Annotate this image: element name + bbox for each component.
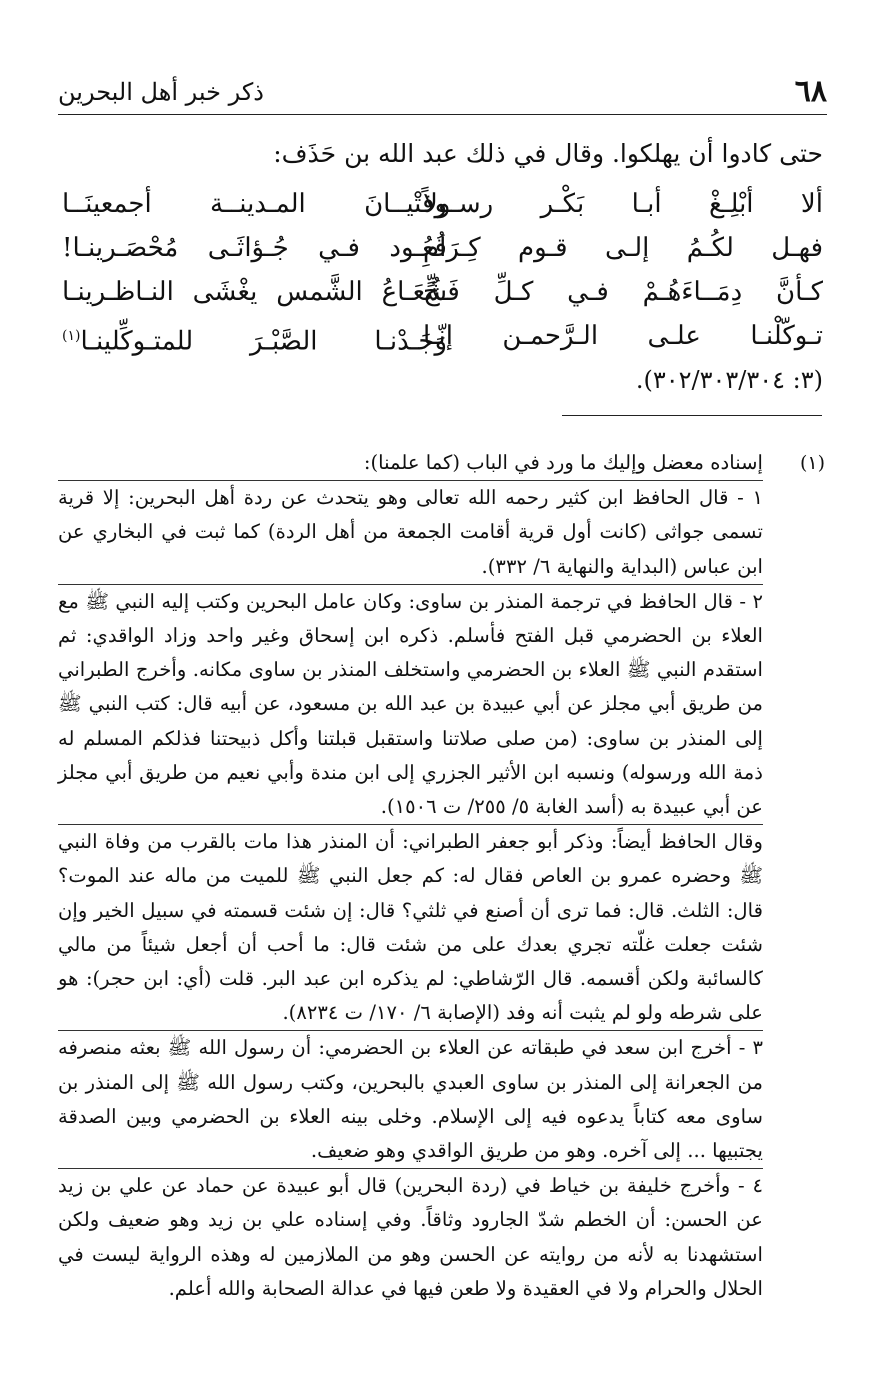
footnote-item-3: ٣ - أخرج ابن سعد في طبقاته عن العلاء بن الحضرمي: أن رسول الله ﷺ بعثه منصرفه من الجعرانة إلى المنذر بن ساوى العبدي بالبحرين، وكتب رسول الله ﷺ إلى المنذر بن ساوى معه كتاباً يدعوه فيه إلى الإسلام. وخلى بينه العلاء بن الحضرمي وبين الصدقة يجتبيها ... إلى آخره. وهو من طريق الواقدي وهو ضعيف. bbox=[58, 1036, 763, 1163]
page-header bbox=[58, 70, 827, 115]
poem bbox=[58, 182, 823, 358]
footnote-body bbox=[58, 446, 763, 1306]
source-reference: (٣: ٣٠٢/٣٠٣/٣٠٤). bbox=[635, 366, 823, 394]
verse-2-second-hemistich: قُعُـود فـي جُـؤاثَـى مُحْصَـرينـا! bbox=[62, 233, 447, 263]
verse-4-second-hemistich bbox=[62, 314, 447, 364]
verse-3-first-hemistich: كـأنَّ دِمَــاءَهُـمْ فـي كـلِّ فَـجٍّ bbox=[423, 277, 823, 307]
footnote-marker: (١) bbox=[799, 452, 825, 474]
verse-2 bbox=[58, 226, 823, 270]
footnotes bbox=[58, 446, 823, 1306]
verse-4-second-text: وَجَـدْنـا الصَّبْـرَ للمتـوكِّلينـا bbox=[80, 326, 447, 357]
running-title: ذكر خبر أهل البحرين bbox=[58, 78, 264, 106]
verse-4 bbox=[58, 314, 823, 358]
verse-1 bbox=[58, 182, 823, 226]
verse-3-second-hemistich: شُعَـاعُ الشَّمس يغْشَى النـاظـرينـا bbox=[62, 277, 447, 307]
page-number: ٦٨ bbox=[794, 74, 827, 109]
verse-1-first-hemistich: ألا أبْلِـغْ أبـا بَكْـر رسـولاً bbox=[423, 189, 823, 219]
footnote-item-4: ٤ - وأخرج خليفة بن خياط في (ردة البحرين) قال أبو عبيدة عن حماد عن علي بن زيد عن الحسن: أن الخطم شدّ الجارود وثاقاً. وفي إسناده علي بن زيد وهو ضعيف ولكن استشهدنا به لأنه من روايته عن الحسن وهو من الملازمين له وهذه الرواية ليست في الحلال والحرام ولا في العقيدة ولا طعن فيها في عدالة الصحابة والله أعلم. bbox=[58, 1174, 763, 1300]
verse-4-first-hemistich: تـوكّلْنـا علـى الـرَّحمـن إنّـا bbox=[423, 321, 823, 351]
footnote-reference: (١) bbox=[62, 328, 81, 344]
verse-3 bbox=[58, 270, 823, 314]
footnote-item-2-cont: وقال الحافظ أيضاً: وذكر أبو جعفر الطبراني: أن المنذر هذا مات بالقرب من وفاة النبي ﷺ وحضره عمرو بن العاص فقال له: كم جعل النبي ﷺ للميت من ماله عند الموت؟ قال: الثلث. قال: فما ترى أن أصنع في ثلثي؟ قال: إن شئت قسمته في سبيل الخير وإن شئت جعلت غلّته تجري بعدك على من شئت قال: ما أحب أن أجعل شيئاً من مالي كالسائبة ولكن أقسمه. قال الرّشاطي: لم يذكره ابن عبد البر. قلت (أي: ابن حجر): هو على شرطه ولو لم يثبت أنه وفد (الإصابة ٦/ ١٧٠/ ت ٨٢٣٤). bbox=[58, 830, 763, 1025]
footnote-item-2: ٢ - قال الحافظ في ترجمة المنذر بن ساوى: وكان عامل البحرين وكتب إليه النبي ﷺ مع العلاء بن الحضرمي قبل الفتح فأسلم. ذكره ابن إسحاق وغير واحد وزاد الواقدي: ثم استقدم النبي ﷺ العلاء بن الحضرمي واستخلف المنذر بن ساوى مكانه. وأخرج الطبراني من طريق أبي مجلز عن أبي عبيدة بن عبد الله بن مسعود، عن أبيه قال: كتب النبي ﷺ إلى المنذر بن ساوى: (من صلى صلاتنا واستقبل قبلتنا وأكل ذبيحتنا فذلكم المسلم له ذمة الله ورسوله) ونسبه ابن الأثير الجزري إلى ابن مندة وأبي نعيم من طريق أبي مجلز عن أبي عبيدة به (أسد الغابة ٥/ ٢٥٥/ ت ١٥٠٦). bbox=[58, 589, 763, 819]
footnote-intro: إسناده معضل وإليك ما ورد في الباب (كما علمنا): bbox=[363, 451, 763, 474]
footnote-separator bbox=[562, 415, 822, 416]
footnote-item-1: ١ - قال الحافظ ابن كثير رحمه الله تعالى وهو يتحدث عن ردة أهل البحرين: إلا قرية تسمى جواثى (كانت أول قرية أقامت الجمعة من أهل الردة) كما ثبت في البخاري عن ابن عباس (البداية والنهاية ٦/ ٣٣٢). bbox=[58, 486, 763, 578]
intro-line: حتى كادوا أن يهلكوا. وقال في ذلك عبد الله بن حَذَف: bbox=[273, 139, 823, 168]
verse-2-first-hemistich: فهـل لكُـمُ إلـى قـوم كِـرَامِ bbox=[423, 233, 823, 263]
verse-1-second-hemistich: وفتْيــانَ المـدينــة أجمعينَــا bbox=[62, 189, 447, 219]
